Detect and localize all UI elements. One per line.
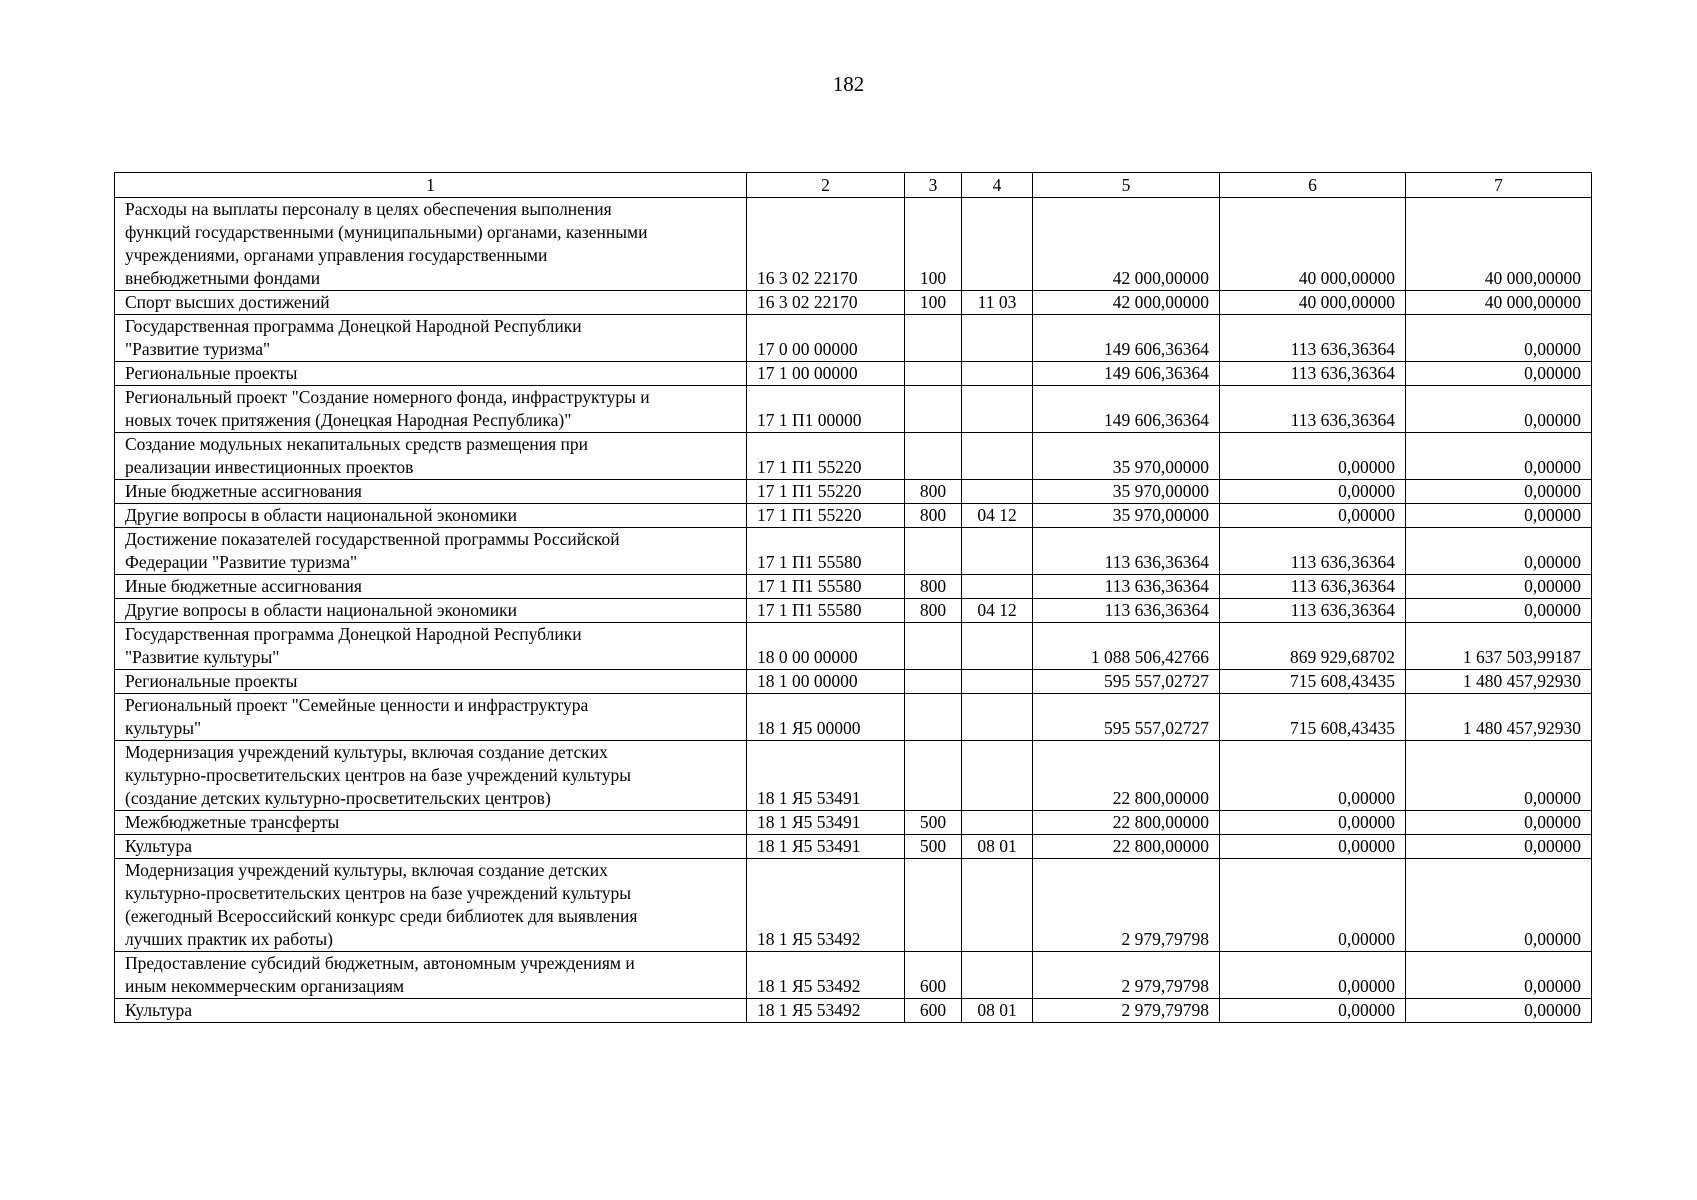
expense-type-cell: [905, 362, 962, 386]
expense-type-cell: [905, 694, 962, 741]
expense-name-cell: [115, 575, 747, 599]
expense-name-cell: [115, 694, 747, 741]
table-row: [115, 528, 1592, 575]
amount-year3-cell: 0,00000: [1406, 835, 1592, 859]
expense-name-line: культуры": [125, 718, 202, 738]
amount-year1-cell: 113 636,36364: [1033, 528, 1220, 575]
expense-type-cell: 600: [905, 952, 962, 999]
table-row: [115, 741, 1592, 811]
amount-year2-cell: 869 929,68702: [1220, 623, 1406, 670]
amount-year3-cell: 0,00000: [1406, 386, 1592, 433]
amount-year3-cell: 0,00000: [1406, 952, 1592, 999]
amount-year2-cell: 0,00000: [1220, 433, 1406, 480]
amount-year1-cell: 35 970,00000: [1033, 504, 1220, 528]
program-code-cell: 17 1 П1 55220: [747, 480, 905, 504]
table-row: [115, 480, 1592, 504]
section-cell: [962, 670, 1033, 694]
expense-name-line: Региональный проект "Создание номерного фонда, инфраструктуры и: [125, 387, 650, 407]
amount-year3-cell: 0,00000: [1406, 480, 1592, 504]
amount-year1-cell: 149 606,36364: [1033, 386, 1220, 433]
expense-name-line: культурно-просветительских центров на базе учреждений культуры: [125, 765, 632, 785]
expense-name-line: внебюджетными фондами: [125, 268, 321, 288]
amount-year2-cell: 113 636,36364: [1220, 575, 1406, 599]
program-code-cell: 18 1 Я5 53491: [747, 835, 905, 859]
expense-name-line: реализации инвестиционных проектов: [125, 457, 414, 477]
program-code-cell: 17 0 00 00000: [747, 315, 905, 362]
expense-type-cell: 100: [905, 198, 962, 291]
expense-name-cell: [115, 999, 747, 1023]
expense-name-line: (ежегодный Всероссийский конкурс среди библиотек для выявления: [125, 906, 638, 926]
expense-name-line: культурно-просветительских центров на базе учреждений культуры: [125, 883, 632, 903]
program-code-cell: 17 1 П1 00000: [747, 386, 905, 433]
program-code-cell: 16 3 02 22170: [747, 291, 905, 315]
expense-name-line: Иные бюджетные ассигнования: [125, 481, 362, 501]
table-row: [115, 811, 1592, 835]
section-cell: [962, 859, 1033, 952]
section-cell: [962, 952, 1033, 999]
column-header: 3: [905, 173, 962, 198]
amount-year3-cell: 0,00000: [1406, 433, 1592, 480]
amount-year1-cell: 149 606,36364: [1033, 362, 1220, 386]
column-number-row: [115, 173, 1592, 198]
expense-name-cell: [115, 433, 747, 480]
expense-type-cell: [905, 859, 962, 952]
expense-type-cell: 800: [905, 575, 962, 599]
program-code-cell: 18 1 Я5 00000: [747, 694, 905, 741]
amount-year3-cell: 1 480 457,92930: [1406, 670, 1592, 694]
expense-name-cell: [115, 528, 747, 575]
amount-year2-cell: 715 608,43435: [1220, 694, 1406, 741]
section-cell: [962, 198, 1033, 291]
expense-name-line: Федерации "Развитие туризма": [125, 552, 358, 572]
expense-type-cell: [905, 670, 962, 694]
page-number: 182: [832, 72, 865, 96]
amount-year1-cell: 149 606,36364: [1033, 315, 1220, 362]
expense-name-line: Государственная программа Донецкой Народной Республики: [125, 624, 582, 644]
expense-name-line: Предоставление субсидий бюджетным, автономным учреждениям и: [125, 953, 635, 973]
expense-type-cell: 800: [905, 480, 962, 504]
section-cell: 08 01: [962, 999, 1033, 1023]
expense-name-line: Государственная программа Донецкой Народной Республики: [125, 316, 582, 336]
expense-name-line: Региональный проект "Семейные ценности и инфраструктура: [125, 695, 589, 715]
amount-year3-cell: 1 480 457,92930: [1406, 694, 1592, 741]
amount-year2-cell: 0,00000: [1220, 999, 1406, 1023]
section-cell: [962, 433, 1033, 480]
section-cell: 04 12: [962, 599, 1033, 623]
expense-type-cell: 600: [905, 999, 962, 1023]
expense-type-cell: 500: [905, 811, 962, 835]
expense-name-cell: [115, 952, 747, 999]
expense-name-line: Достижение показателей государственной программы Российской: [125, 529, 620, 549]
amount-year3-cell: 1 637 503,99187: [1406, 623, 1592, 670]
table-row: [115, 504, 1592, 528]
amount-year1-cell: 42 000,00000: [1033, 198, 1220, 291]
amount-year2-cell: 0,00000: [1220, 741, 1406, 811]
expense-type-cell: [905, 433, 962, 480]
expense-name-cell: [115, 198, 747, 291]
expense-name-line: Спорт высших достижений: [125, 292, 330, 312]
program-code-cell: 18 1 Я5 53492: [747, 999, 905, 1023]
amount-year2-cell: 113 636,36364: [1220, 599, 1406, 623]
amount-year3-cell: 0,00000: [1406, 315, 1592, 362]
section-cell: [962, 386, 1033, 433]
amount-year2-cell: 715 608,43435: [1220, 670, 1406, 694]
column-header: 4: [962, 173, 1033, 198]
expense-name-line: Региональные проекты: [125, 363, 298, 383]
expense-name-cell: [115, 741, 747, 811]
expense-name-line: Иные бюджетные ассигнования: [125, 576, 362, 596]
amount-year2-cell: 113 636,36364: [1220, 386, 1406, 433]
expense-name-line: Другие вопросы в области национальной экономики: [125, 505, 517, 525]
table-row: [115, 859, 1592, 952]
program-code-cell: 17 1 П1 55220: [747, 504, 905, 528]
column-header: 1: [115, 173, 747, 198]
section-cell: 08 01: [962, 835, 1033, 859]
table-row: [115, 694, 1592, 741]
expense-name-line: Межбюджетные трансферты: [125, 812, 340, 832]
amount-year1-cell: 35 970,00000: [1033, 433, 1220, 480]
amount-year2-cell: 0,00000: [1220, 811, 1406, 835]
expense-name-line: Создание модульных некапитальных средств размещения при: [125, 434, 589, 454]
amount-year1-cell: 1 088 506,42766: [1033, 623, 1220, 670]
amount-year1-cell: 2 979,79798: [1033, 999, 1220, 1023]
amount-year2-cell: 113 636,36364: [1220, 362, 1406, 386]
program-code-cell: 18 1 Я5 53491: [747, 811, 905, 835]
table-row: [115, 386, 1592, 433]
amount-year1-cell: 2 979,79798: [1033, 952, 1220, 999]
section-cell: [962, 623, 1033, 670]
amount-year1-cell: 42 000,00000: [1033, 291, 1220, 315]
amount-year1-cell: 22 800,00000: [1033, 811, 1220, 835]
table-row: [115, 599, 1592, 623]
budget-table: [114, 172, 1592, 1023]
expense-type-cell: [905, 623, 962, 670]
expense-name-cell: [115, 480, 747, 504]
expense-name-cell: [115, 670, 747, 694]
section-cell: [962, 528, 1033, 575]
expense-type-cell: [905, 386, 962, 433]
table-row: [115, 623, 1592, 670]
section-cell: [962, 575, 1033, 599]
expense-name-line: Расходы на выплаты персоналу в целях обеспечения выполнения: [125, 199, 612, 219]
column-header: 2: [747, 173, 905, 198]
program-code-cell: 17 1 П1 55580: [747, 575, 905, 599]
amount-year1-cell: 2 979,79798: [1033, 859, 1220, 952]
expense-name-cell: [115, 504, 747, 528]
expense-name-line: иным некоммерческим организациям: [125, 976, 405, 996]
table-row: [115, 291, 1592, 315]
program-code-cell: 17 1 00 00000: [747, 362, 905, 386]
amount-year1-cell: 595 557,02727: [1033, 670, 1220, 694]
amount-year3-cell: 0,00000: [1406, 811, 1592, 835]
expense-name-cell: [115, 859, 747, 952]
expense-name-line: функций государственными (муниципальными) органами, казенными: [125, 222, 648, 242]
amount-year3-cell: 0,00000: [1406, 859, 1592, 952]
table-row: [115, 198, 1592, 291]
table-row: [115, 315, 1592, 362]
program-code-cell: 18 1 Я5 53491: [747, 741, 905, 811]
program-code-cell: 17 1 П1 55220: [747, 433, 905, 480]
section-cell: [962, 811, 1033, 835]
amount-year2-cell: 0,00000: [1220, 504, 1406, 528]
expense-name-cell: [115, 386, 747, 433]
expense-type-cell: [905, 315, 962, 362]
expense-name-line: Модернизация учреждений культуры, включая создание детских: [125, 742, 608, 762]
section-cell: [962, 480, 1033, 504]
expense-type-cell: [905, 741, 962, 811]
amount-year2-cell: 0,00000: [1220, 480, 1406, 504]
section-cell: [962, 694, 1033, 741]
amount-year2-cell: 0,00000: [1220, 859, 1406, 952]
table-row: [115, 952, 1592, 999]
program-code-cell: 17 1 П1 55580: [747, 528, 905, 575]
table-row: [115, 835, 1592, 859]
amount-year1-cell: 22 800,00000: [1033, 741, 1220, 811]
amount-year2-cell: 40 000,00000: [1220, 291, 1406, 315]
expense-name-line: Региональные проекты: [125, 671, 298, 691]
amount-year3-cell: 0,00000: [1406, 528, 1592, 575]
expense-name-line: Модернизация учреждений культуры, включая создание детских: [125, 860, 608, 880]
expense-type-cell: [905, 528, 962, 575]
section-cell: 04 12: [962, 504, 1033, 528]
amount-year2-cell: 113 636,36364: [1220, 315, 1406, 362]
expense-name-line: (создание детских культурно-просветительских центров): [125, 788, 551, 808]
amount-year1-cell: 35 970,00000: [1033, 480, 1220, 504]
column-header: 6: [1220, 173, 1406, 198]
expense-name-cell: [115, 599, 747, 623]
amount-year3-cell: 0,00000: [1406, 504, 1592, 528]
section-cell: [962, 362, 1033, 386]
section-cell: 11 03: [962, 291, 1033, 315]
expense-name-line: Культура: [125, 836, 193, 856]
amount-year3-cell: 0,00000: [1406, 362, 1592, 386]
amount-year3-cell: 0,00000: [1406, 575, 1592, 599]
amount-year2-cell: 0,00000: [1220, 835, 1406, 859]
table-body: [115, 198, 1592, 1023]
amount-year1-cell: 22 800,00000: [1033, 835, 1220, 859]
amount-year3-cell: 0,00000: [1406, 999, 1592, 1023]
expense-name-line: "Развитие культуры": [125, 647, 280, 667]
table-row: [115, 999, 1592, 1023]
column-header: 5: [1033, 173, 1220, 198]
expense-name-line: Другие вопросы в области национальной экономики: [125, 600, 517, 620]
expense-name-line: учреждениями, органами управления государственными: [125, 245, 548, 265]
expense-name-line: Культура: [125, 1000, 193, 1020]
amount-year1-cell: 595 557,02727: [1033, 694, 1220, 741]
section-cell: [962, 315, 1033, 362]
amount-year3-cell: 40 000,00000: [1406, 198, 1592, 291]
program-code-cell: 18 1 00 00000: [747, 670, 905, 694]
table-row: [115, 670, 1592, 694]
amount-year3-cell: 0,00000: [1406, 741, 1592, 811]
table-row: [115, 362, 1592, 386]
program-code-cell: 18 1 Я5 53492: [747, 859, 905, 952]
program-code-cell: 17 1 П1 55580: [747, 599, 905, 623]
amount-year1-cell: 113 636,36364: [1033, 599, 1220, 623]
expense-name-cell: [115, 315, 747, 362]
program-code-cell: 18 1 Я5 53492: [747, 952, 905, 999]
amount-year2-cell: 40 000,00000: [1220, 198, 1406, 291]
expense-name-line: "Развитие туризма": [125, 339, 271, 359]
expense-name-cell: [115, 623, 747, 670]
section-cell: [962, 741, 1033, 811]
amount-year2-cell: 113 636,36364: [1220, 528, 1406, 575]
program-code-cell: 16 3 02 22170: [747, 198, 905, 291]
expense-name-line: новых точек притяжения (Донецкая Народная Республика)": [125, 410, 572, 430]
expense-name-cell: [115, 835, 747, 859]
table-row: [115, 433, 1592, 480]
expense-name-line: лучших практик их работы): [125, 929, 333, 949]
expense-type-cell: 800: [905, 599, 962, 623]
column-header: 7: [1406, 173, 1592, 198]
expense-type-cell: 100: [905, 291, 962, 315]
expense-name-cell: [115, 362, 747, 386]
program-code-cell: 18 0 00 00000: [747, 623, 905, 670]
table-row: [115, 575, 1592, 599]
expense-type-cell: 800: [905, 504, 962, 528]
amount-year2-cell: 0,00000: [1220, 952, 1406, 999]
amount-year3-cell: 40 000,00000: [1406, 291, 1592, 315]
expense-name-cell: [115, 811, 747, 835]
expense-type-cell: 500: [905, 835, 962, 859]
expense-name-cell: [115, 291, 747, 315]
amount-year1-cell: 113 636,36364: [1033, 575, 1220, 599]
amount-year3-cell: 0,00000: [1406, 599, 1592, 623]
